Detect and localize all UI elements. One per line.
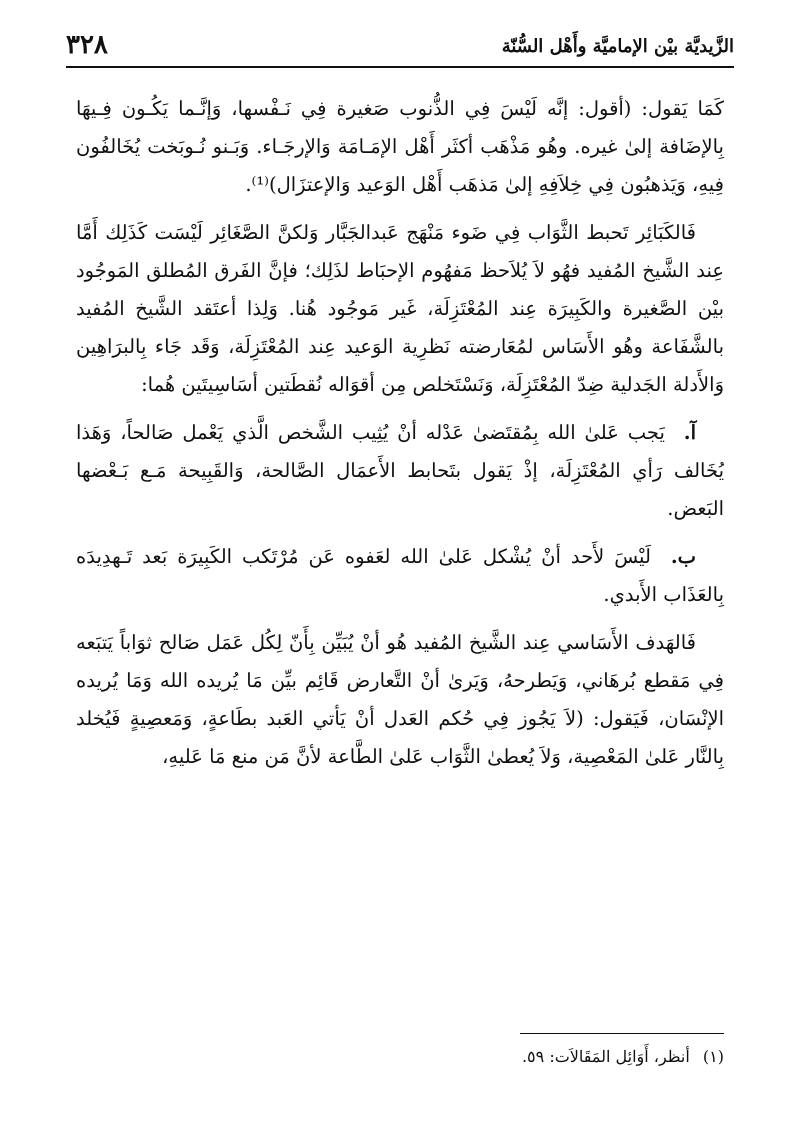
footnote <box>76 1043 724 1071</box>
footnote-text: أنظر، أَوَائِل المَقَالاَت: ٥٩. <box>521 1047 690 1066</box>
list-marker: آ. <box>683 421 696 444</box>
footnote-divider <box>520 1033 724 1034</box>
list-item <box>76 414 724 528</box>
list-item-text: لَيْسَ لأَحد أنْ يُشْكل عَلىٰ الله لعَفوه عَن مُرْتَكب الكَبِيرَة بَعد تَـهدِيدَه بِالعَذَاب الأَبدي. <box>76 545 724 606</box>
list-marker: ب. <box>670 545 696 568</box>
paragraph-analysis: فَالكَبَائِر تَحبط الثَّوَاب فِي ضَوء مَنْهَج عَبدالجَبَّار وَلكنَّ الصَّغَائِر لَيْسَت كَذَلِك أَمَّا عِند الشَّيخ المُفيد فهُو لاَ يُلاَحظ مَفهُوم الإحبَاط لذَلِك؛ فإنَّ الفَرق المُطلق المَوجُود بيْن الصَّغيرة والكَبِيرَة عِند المُعْتَزِلَة، غَير مَوجُود هُنا. وَلِذا أعتَقد الشَّيخ المُفيد بالشَّفَاعة وهُو الأَسَاس لمُعَارضته نَظرِية الوَعيد عِند المُعْتَزِلَة، وَقَد جَاء بِالبرَاهِين وَالأَدلة الجَدلية ضِدّ المُعْتَزِلَة، وَنَسْتَخلص مِن أقوَاله نُقطَتين أسَاسِيتَين هُما: <box>76 221 724 396</box>
header-divider <box>66 66 734 68</box>
list-item <box>76 538 724 614</box>
paragraph-closing: فَالهَدف الأَسَاسي عِند الشَّيخ المُفيد هُو أنْ يُبَيِّن بِأَنّ لِكُل عَمَل صَالح ثوَاباً يَتبَعه فِي مَقطع بُرهَاني، وَيَطرحهُ، وَيَرىٰ أنْ التَّعارض قَائِم بيِّن مَا يُريده الله وَمَا يُريده الإنْسَان، فَيَقول: (لاَ يَجُوز فِي حُكم العَدل أنْ يَأتي العَبد بطَاعةٍ، وَمَعصِيةٍ فَيُخلد بِالنَّار عَلىٰ المَعْصِية، وَلاَ يُعطىٰ الثَّوَاب عَلىٰ الطَّاعة لأنَّ مَن منع مَا عَليهِ، <box>76 631 724 768</box>
running-title: الزَّيديَّة بيْن الإماميَّة وأَهْل السُّنّة <box>501 36 734 57</box>
paragraph-quote: كَمَا يَقول: (أقول: إنَّه لَيْسَ فِي الذُّنوب صَغيرة فِي نَـفْسها، وَإنَّـما يَكُـون فِـيهَا بِالإضَافة إلىٰ غيره. وهُو مَذْهَب أكثَر أَهْل الإمَـامَة وَالإرجَـاء. وَبَـنو نُـوبَخت يُخَالفُون فِيهِ، وَيَذهبُون فِي خِلاَفِهِ إلىٰ مَذهَب أَهْل الوَعيد وَالإعتزَال)⁽¹⁾. <box>76 97 724 196</box>
footnote-number: (١) <box>702 1047 724 1066</box>
page-number: ٣٢٨ <box>66 30 108 60</box>
list-item-text: يَجب عَلىٰ الله بِمُقتَضىٰ عَدْله أنْ يُثِيب الشَّخص الَّذي يَعْمل صَالحاً، وَهَذا يُخَالف رَأي المُعْتَزِلَة، إذْ يَقول بتَحابط الأَعمَال الصَّالحة، وَالقَبِيحة مَـع بَـعْضها البَعض. <box>76 421 724 520</box>
page-header <box>66 30 734 68</box>
page-body <box>76 90 724 786</box>
